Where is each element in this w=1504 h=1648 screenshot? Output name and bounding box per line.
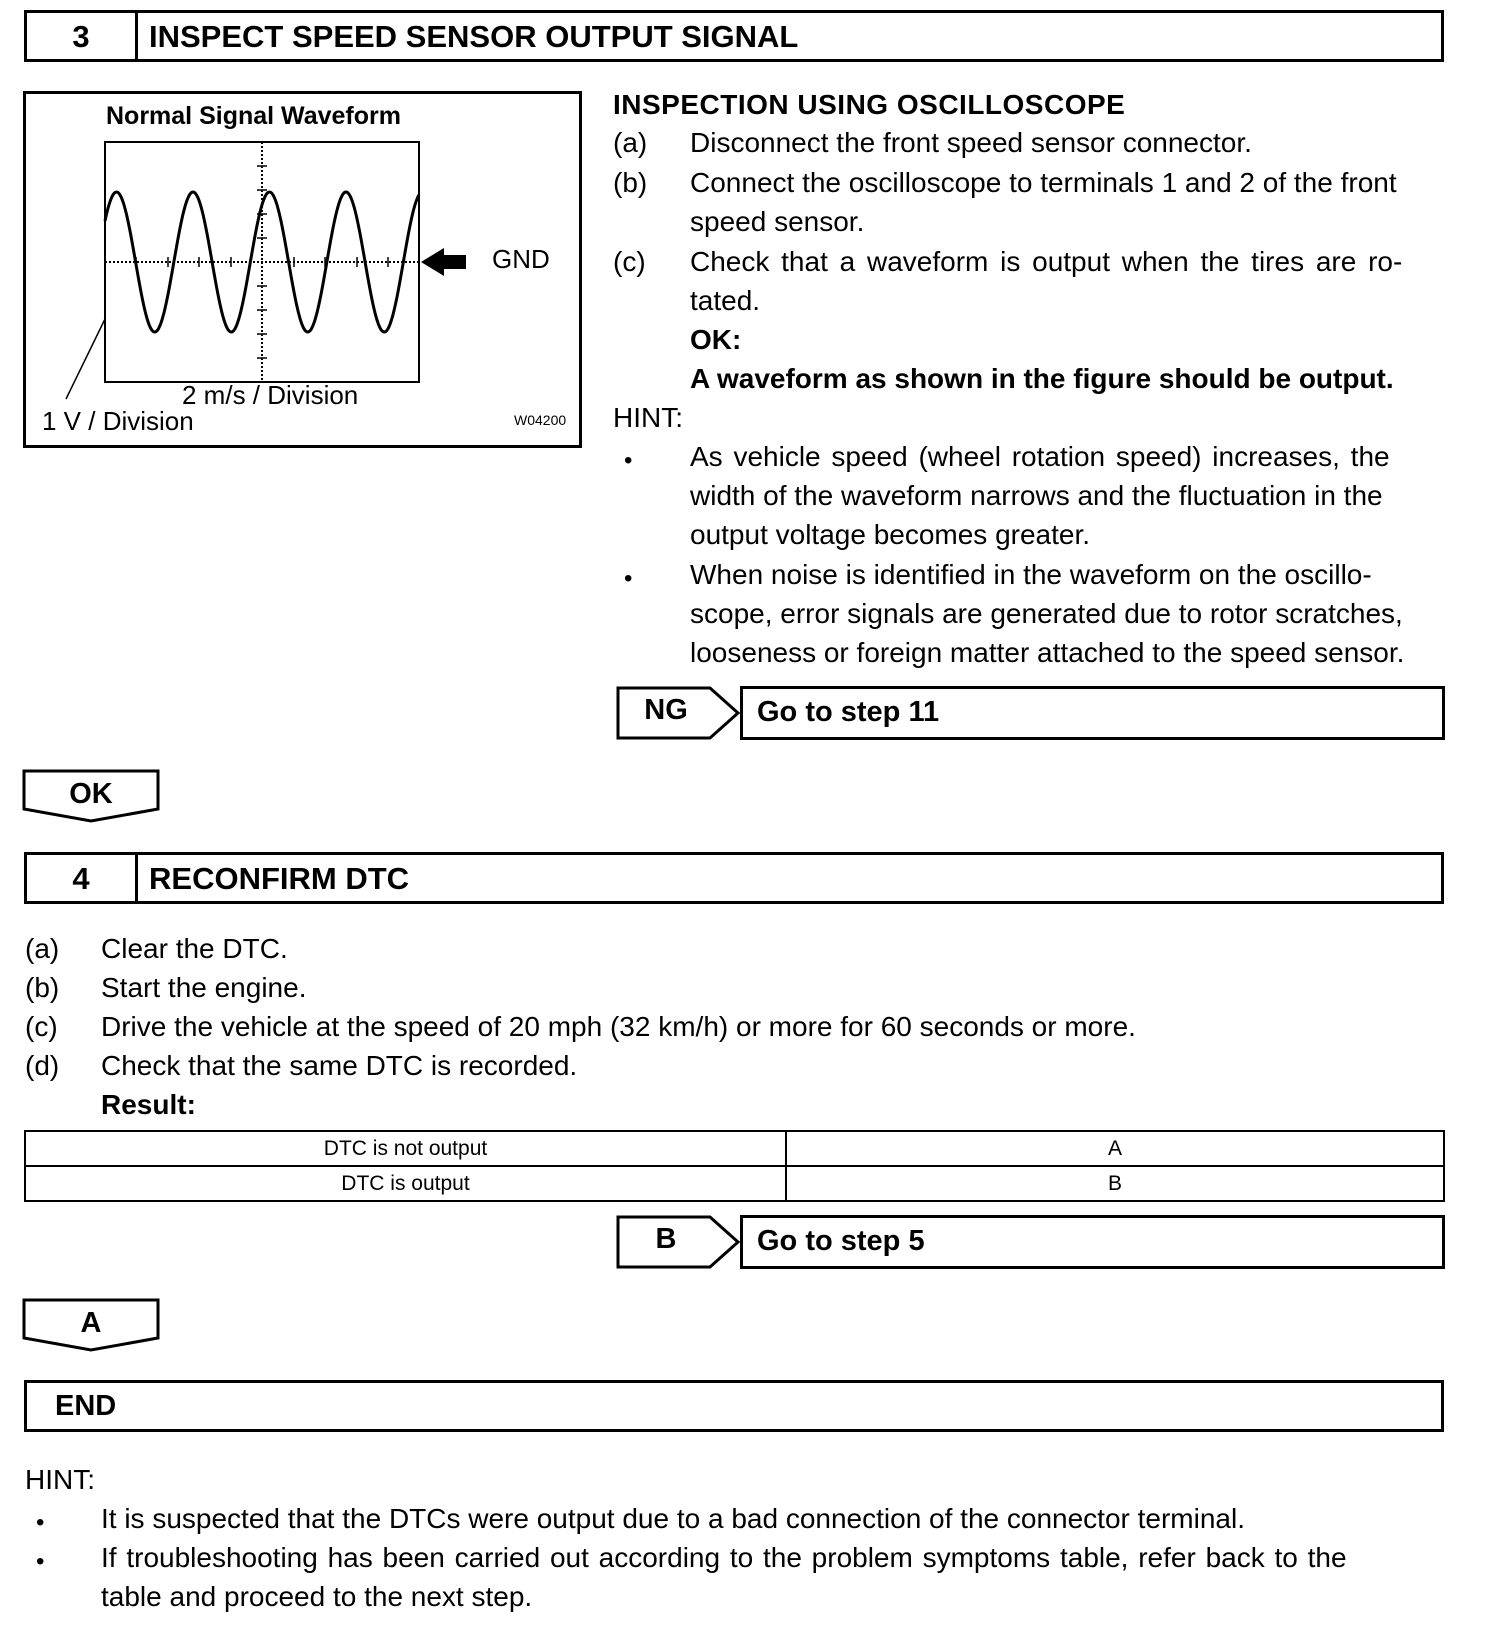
step4-label-c: (c) — [25, 1011, 58, 1042]
step4-text-b: Start the engine. — [101, 972, 307, 1003]
hint-1-line3: output voltage becomes greater. — [690, 519, 1091, 550]
table-row — [25, 1131, 1444, 1166]
end-title: END — [55, 1390, 117, 1422]
step4-text-a: Clear the DTC. — [101, 933, 288, 964]
step-text-b-line1: Connect the oscilloscope to terminals 1 and 2 of the front — [690, 167, 1397, 198]
result-table — [24, 1130, 1445, 1202]
end-hint-bullet: • — [36, 1509, 45, 1536]
table-cell-result: A — [786, 1131, 1444, 1166]
hint-1-line2: width of the waveform narrows and the fluctuation in the — [690, 480, 1383, 511]
table-cell-condition: DTC is not output — [25, 1131, 786, 1166]
step-4-header — [24, 852, 1444, 904]
step-label-b: (b) — [613, 167, 648, 198]
step-title: RECONFIRM DTC — [149, 861, 410, 896]
table-cell-condition: DTC is output — [25, 1166, 786, 1201]
step-text-c-line2: tated. — [690, 285, 761, 316]
step-number: 4 — [72, 861, 90, 896]
ok-flow-label: OK — [69, 778, 113, 810]
b-action-box — [740, 1215, 1445, 1269]
step4-text-d: Check that the same DTC is recorded. — [101, 1050, 578, 1081]
step4-label-b: (b) — [25, 972, 60, 1003]
end-hint-label: HINT: — [25, 1464, 95, 1495]
step4-label-a: (a) — [25, 933, 60, 964]
step4-text-c: Drive the vehicle at the speed of 20 mph (32 km/h) or more for 60 seconds or more. — [101, 1011, 1136, 1042]
ng-action-box — [740, 686, 1445, 740]
a-flow-label: A — [80, 1307, 102, 1339]
waveform-figure — [23, 91, 582, 448]
step-text-b-line2: speed sensor. — [690, 206, 865, 237]
hint-1-line1: As vehicle speed (wheel rotation speed) increases, the — [690, 441, 1390, 472]
b-action-text: Go to step 5 — [757, 1225, 925, 1257]
hint-2-line2: scope, error signals are generated due to rotor scratches, — [690, 598, 1403, 629]
hint-bullet: • — [624, 447, 633, 474]
hint-label: HINT: — [613, 402, 683, 433]
step-title: INSPECT SPEED SENSOR OUTPUT SIGNAL — [149, 19, 799, 54]
step4-label-d: (d) — [25, 1050, 60, 1081]
end-hint-2-line1: If troubleshooting has been carried out according to the problem symptoms table, refer back to the — [101, 1542, 1347, 1573]
section-heading: INSPECTION USING OSCILLOSCOPE — [613, 89, 1126, 120]
result-label: Result: — [101, 1089, 196, 1120]
gnd-arrow — [421, 248, 466, 276]
voltage-scale-label: 1 V / Division — [42, 406, 194, 436]
step-3-header — [24, 10, 1444, 62]
ok-criteria-label: OK: — [690, 324, 742, 355]
step-label-a: (a) — [613, 127, 648, 158]
hint-2-line3: looseness or foreign matter attached to the speed sensor. — [690, 637, 1405, 668]
end-hint-1: It is suspected that the DTCs were output due to a bad connection of the connector terminal. — [101, 1503, 1245, 1534]
step-number: 3 — [72, 19, 90, 54]
time-scale-label: 2 m/s / Division — [182, 380, 359, 410]
end-header — [24, 1380, 1444, 1432]
ng-action-text: Go to step 11 — [757, 696, 940, 728]
end-hint-bullet: • — [36, 1548, 45, 1575]
step-number-divider — [135, 13, 138, 59]
gnd-label: GND — [492, 244, 550, 274]
table-cell-result: B — [786, 1166, 1444, 1201]
end-hint-2-line2: table and proceed to the next step. — [101, 1581, 533, 1612]
voltage-scale-leader — [66, 319, 105, 399]
step-text-c-line1: Check that a waveform is output when the tires are ro- — [690, 246, 1403, 277]
hint-bullet: • — [624, 565, 633, 592]
step-label-c: (c) — [613, 246, 646, 277]
figure-id: W04200 — [514, 412, 567, 428]
figure-title: Normal Signal Waveform — [106, 102, 401, 130]
ng-label: NG — [644, 694, 688, 726]
step-number-divider — [135, 855, 138, 901]
step-text-a: Disconnect the front speed sensor connector. — [690, 127, 1252, 158]
b-label: B — [655, 1223, 677, 1255]
table-row — [25, 1166, 1444, 1201]
hint-2-line1: When noise is identified in the waveform on the oscillo- — [690, 559, 1372, 590]
ok-criteria-text: A waveform as shown in the figure should be output. — [690, 363, 1394, 394]
